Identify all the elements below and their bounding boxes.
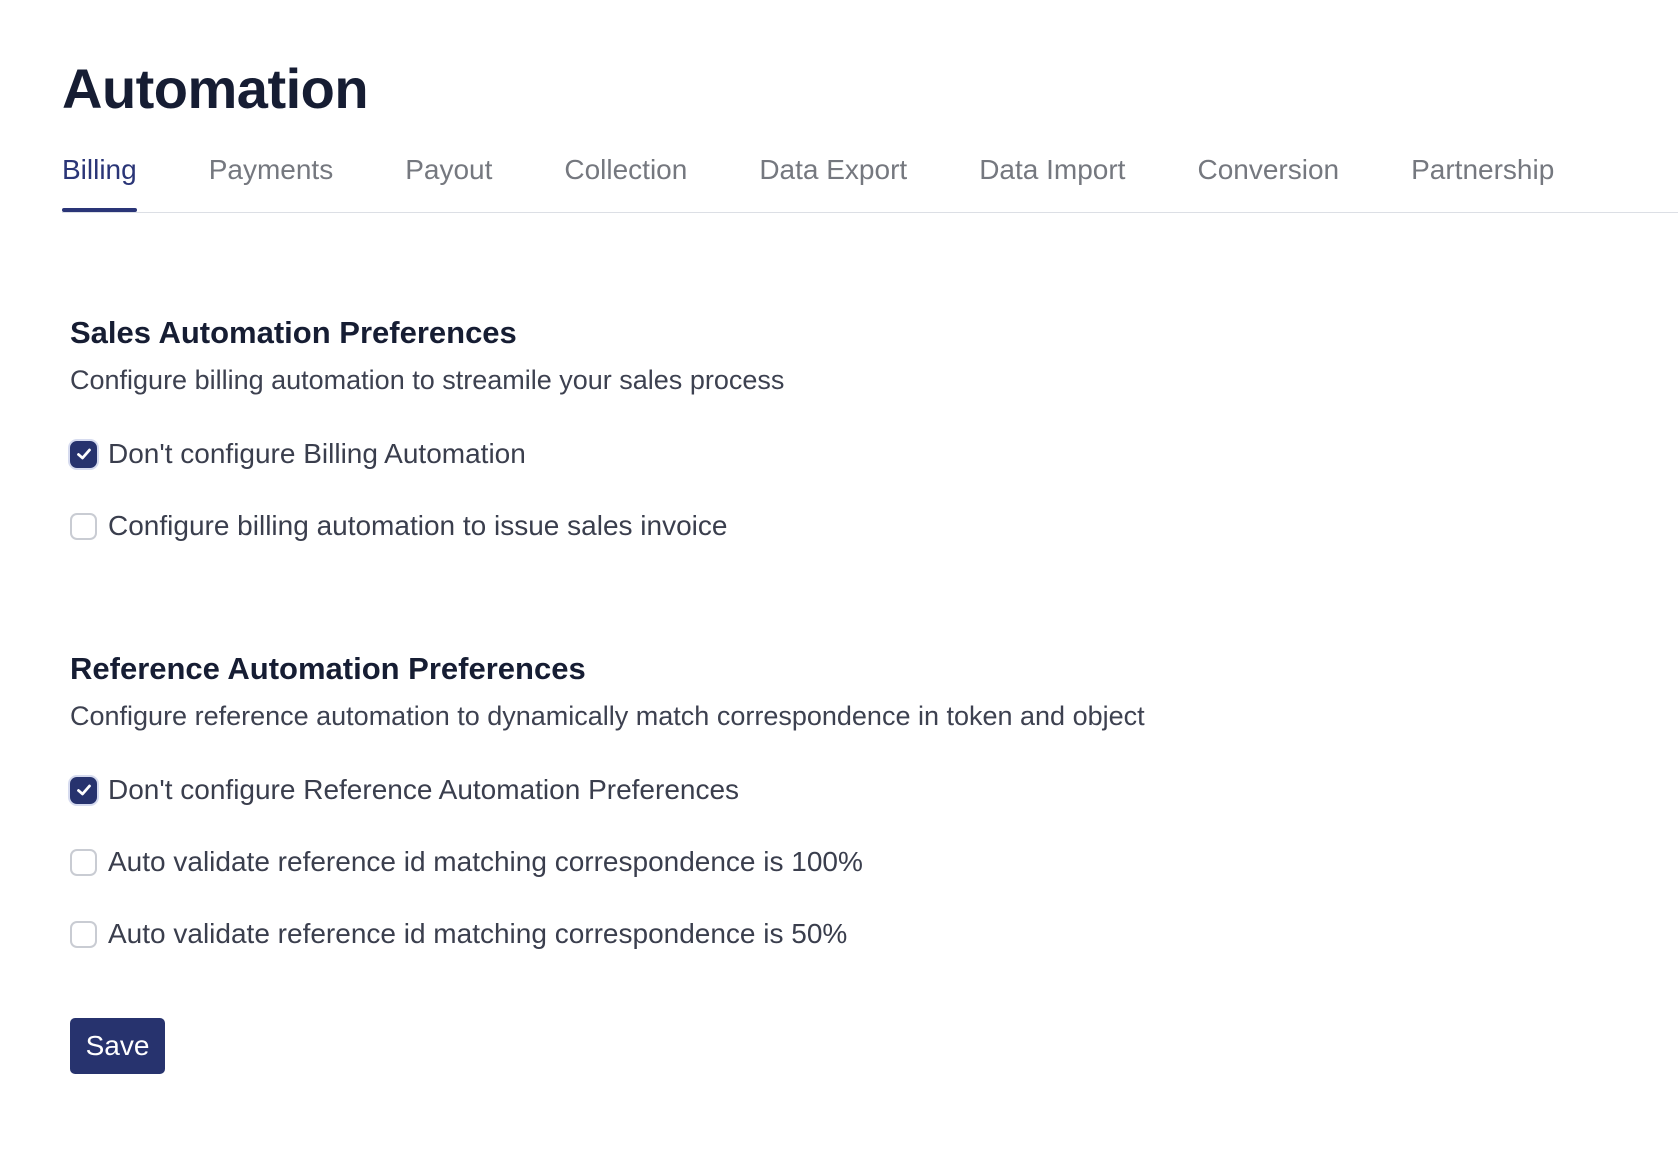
checkmark-icon xyxy=(75,445,93,463)
sales-automation-section xyxy=(70,313,1370,573)
reference-section-heading: Reference Automation Preferences xyxy=(70,651,586,686)
checkbox-dont-configure-reference[interactable] xyxy=(70,777,97,804)
option-label: Configure billing automation to issue sales invoice xyxy=(108,510,728,541)
tab-collection[interactable]: Collection xyxy=(564,154,688,185)
tab-data-import[interactable]: Data Import xyxy=(979,154,1126,185)
option-dont-configure-reference[interactable] xyxy=(70,770,739,810)
reference-automation-section xyxy=(70,649,1370,979)
checkbox-auto-validate-100[interactable] xyxy=(70,849,97,876)
tab-partnership[interactable]: Partnership xyxy=(1411,154,1555,185)
checkbox-auto-validate-50[interactable] xyxy=(70,921,97,948)
tab-billing[interactable]: Billing xyxy=(62,150,137,211)
option-issue-sales-invoice[interactable] xyxy=(70,506,727,546)
option-label: Auto validate reference id matching correspondence is 50% xyxy=(108,918,848,949)
tab-payout[interactable]: Payout xyxy=(405,154,493,185)
option-label: Auto validate reference id matching correspondence is 100% xyxy=(108,846,863,877)
tab-data-export[interactable]: Data Export xyxy=(759,154,908,185)
checkbox-dont-configure-billing[interactable] xyxy=(70,441,97,468)
reference-section-description: Configure reference automation to dynamically match correspondence in token and object xyxy=(70,701,1145,731)
sales-section-heading: Sales Automation Preferences xyxy=(70,315,517,350)
option-auto-validate-100[interactable] xyxy=(70,842,863,882)
option-dont-configure-billing[interactable] xyxy=(70,434,526,474)
tab-payments[interactable]: Payments xyxy=(208,154,334,185)
sales-section-description: Configure billing automation to streamile your sales process xyxy=(70,365,785,395)
checkmark-icon xyxy=(75,781,93,799)
option-auto-validate-50[interactable] xyxy=(70,914,847,954)
save-button[interactable]: Save xyxy=(70,1018,165,1074)
option-label: Don't configure Reference Automation Preferences xyxy=(108,774,740,805)
option-label: Don't configure Billing Automation xyxy=(108,438,526,469)
checkbox-issue-sales-invoice[interactable] xyxy=(70,513,97,540)
tab-bar xyxy=(62,150,1678,213)
page-title: Automation xyxy=(62,57,369,120)
tab-conversion[interactable]: Conversion xyxy=(1197,154,1340,185)
